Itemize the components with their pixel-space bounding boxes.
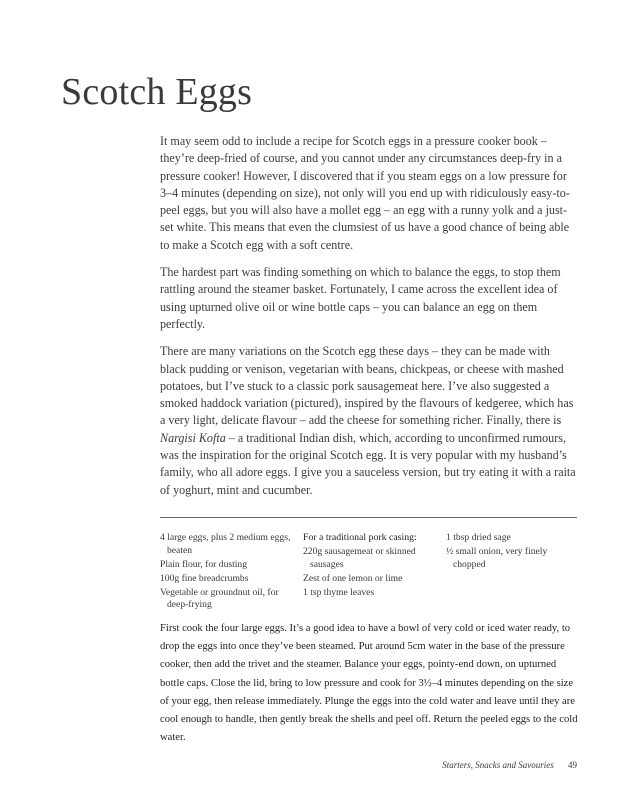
footer-section-title: Starters, Snacks and Savouries	[442, 760, 554, 770]
intro-paragraph-1: It may seem odd to include a recipe for Scotch eggs in a pressure cooker book – they’re deep-fried of course, and you cannot under any circumstances deep-fry in a pressure cooker! However, I discovered that if you steam eggs on a low pressure for 3–4 minutes (depending on size), not only will you end up with ridiculously easy-to-peel eggs, but you will also have a mollet egg – an egg with a runny yolk and a just-set white. This means that even the clumsiest of us have a good chance of being able to make a Scotch egg with a soft centre.	[160, 134, 570, 252]
page-footer	[442, 760, 577, 770]
page-number: 49	[568, 760, 577, 770]
ingredient-item: 1 tsp thyme leaves	[303, 586, 375, 598]
ingredients-subheading: For a traditional pork casing:	[303, 532, 417, 543]
ingredients-column-2	[303, 532, 443, 601]
intro-paragraph-2: The hardest part was finding something on which to balance the eggs, to stop them rattling around the steamer basket. Fortunately, I came across the excellent idea of using upturned olive oil or wine bottle caps – you can balance an egg on them perfectly.	[160, 265, 561, 331]
method-step-1: First cook the four large eggs. It’s a good idea to have a bowl of very cold or iced water ready, to drop the eggs into once they’ve been steamed. Put around 5cm water in the base of the pressure cooker, then add the trivet and the steamer. Balance your eggs, pointy-end down, on upturned bottle caps. Close the lid, bring to low pressure and cook for 3½–4 minutes depending on the size of your egg, then release immediately. Plunge the eggs into the cold water and leave until they are cool enough to handle, then gently break the shells and peel off. Return the peeled eggs to the cold water.	[160, 623, 578, 744]
recipe-title: Scotch Eggs	[61, 71, 253, 113]
ingredient-item: Plain flour, for dusting	[160, 558, 248, 570]
ingredient-item: ½ small onion, very finely chopped	[446, 546, 548, 570]
ingredient-item: 100g fine breadcrumbs	[160, 572, 249, 584]
intro-paragraph-3-text-a: There are many variations on the Scotch egg these days – they can be made with black pudding or venison, vegetarian with beans, chickpeas, or cheese with mashed potatoes, but I’ve stuck to a classic pork sausagemeat here. I’ve also suggested a smoked haddock variation (pictured), inspired by the flavours of kedgeree, which has a very light, delicate flavour – add the cheese for something richer. Finally, there is	[160, 344, 574, 428]
ingredient-item: 220g sausagemeat or skinned sausages	[303, 546, 416, 570]
ingredients-column-1	[160, 532, 300, 614]
ingredient-item: 4 large eggs, plus 2 medium eggs, beaten	[160, 532, 291, 556]
intro-paragraph-3-text-b: – a traditional Indian dish, which, according to unconfirmed rumours, was the inspiration for the original Scotch egg. It is very popular with my husband’s family, who all adore eggs. I give you a sauceless version, but try eating it with a raita of yoghurt, mint and cucumber.	[160, 430, 576, 497]
ingredient-item: 1 tbsp dried sage	[446, 532, 511, 543]
ingredient-item: Zest of one lemon or lime	[303, 572, 403, 584]
ingredient-item: Vegetable or groundnut oil, for deep-frying	[160, 586, 279, 611]
intro-paragraph-3-emphasis: Nargisi Kofta	[160, 430, 226, 445]
ingredients-column-3	[446, 532, 578, 573]
recipe-introduction	[160, 133, 578, 509]
ingredients-list	[160, 532, 578, 612]
intro-paragraph-3	[160, 343, 578, 499]
section-divider	[160, 517, 577, 518]
